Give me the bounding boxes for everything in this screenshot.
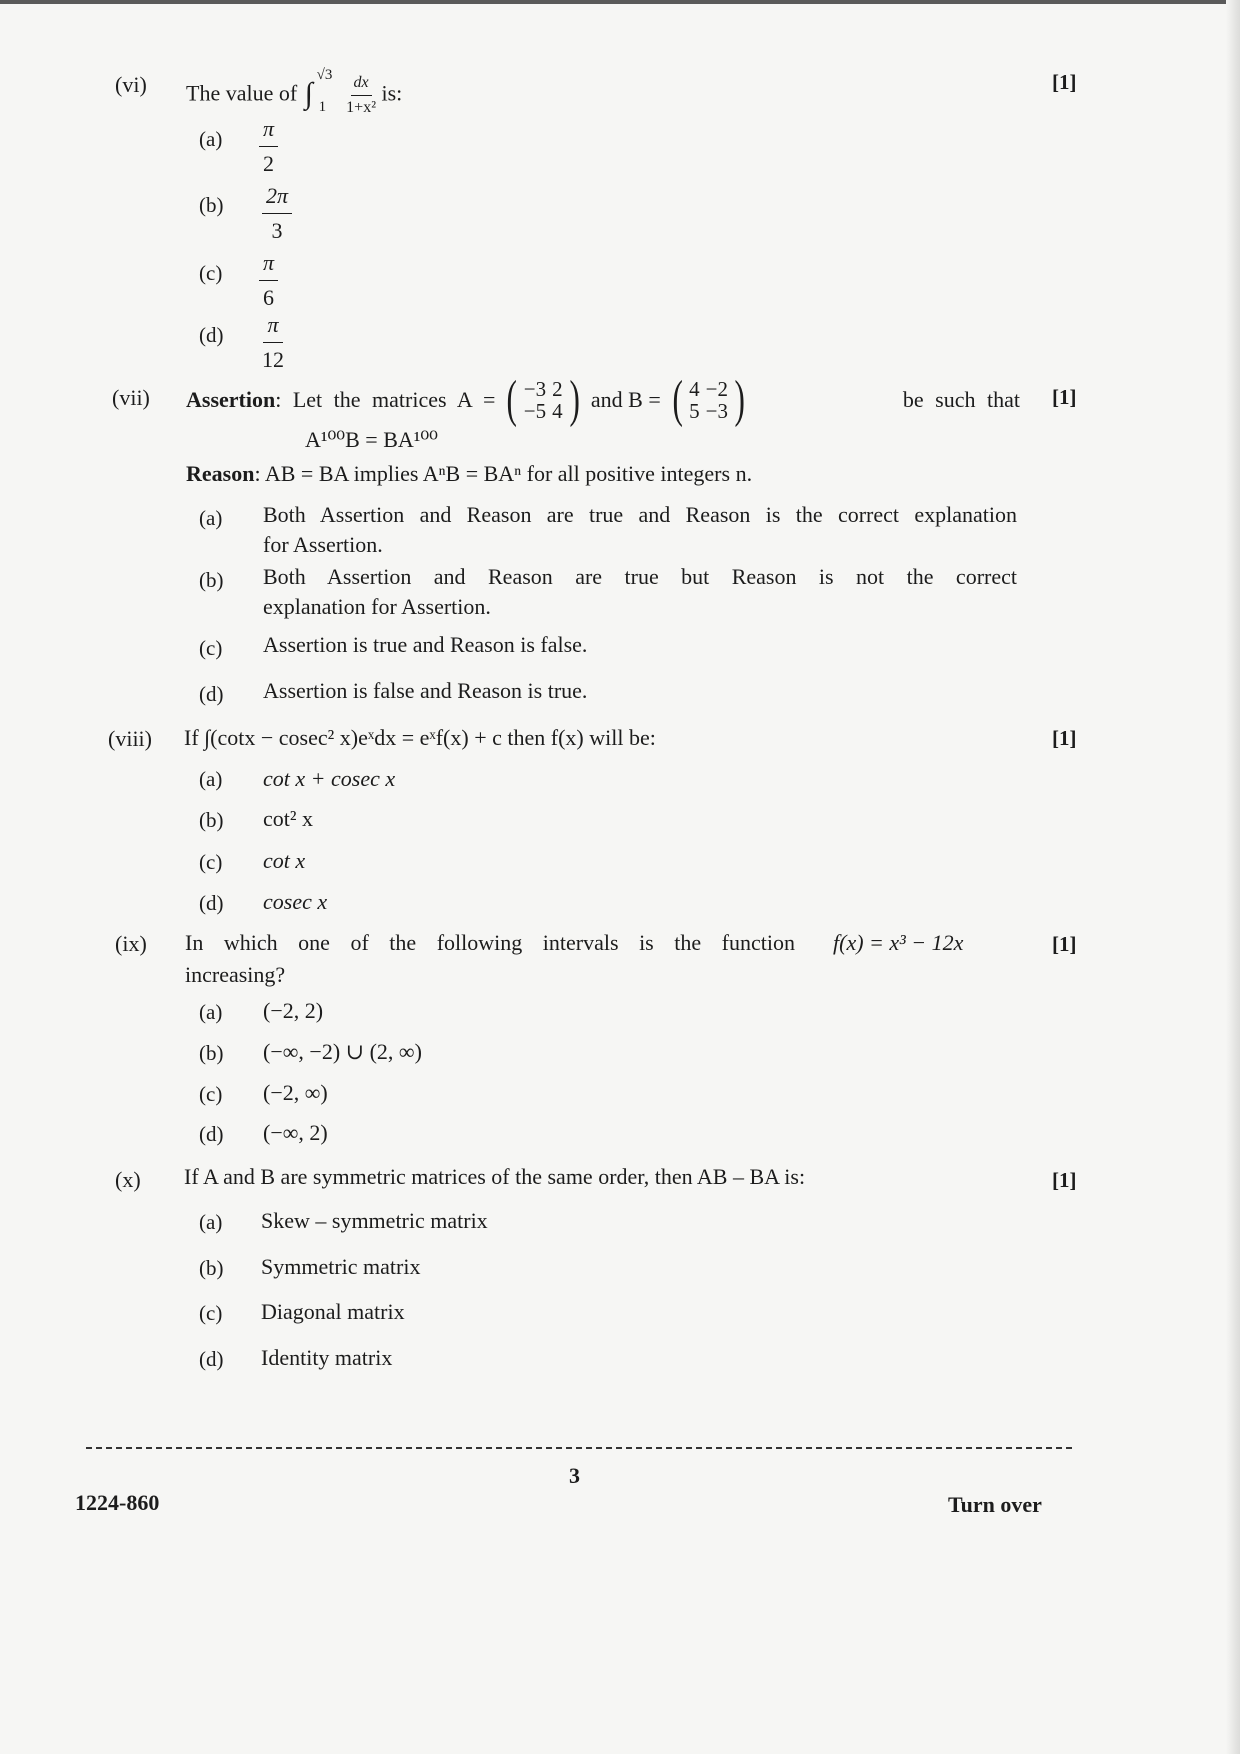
assertion-suffix: be such that [902, 387, 1020, 412]
reason-label: Reason [186, 461, 255, 486]
question-stem-continued: increasing? [185, 962, 286, 987]
page-edge-shadow [1226, 0, 1240, 1754]
function-expression: f(x) = x³ − 12x [833, 930, 964, 955]
question-number: (ix) [115, 931, 147, 956]
marks: [1] [1052, 726, 1077, 750]
marks: [1] [1052, 70, 1077, 94]
question-number: (vii) [112, 385, 150, 410]
question-stem: If A and B are symmetric matrices of the same order, then AB – BA is: [184, 1164, 806, 1189]
option-text: Both Assertion and Reason are true but Reason is not the correct [263, 564, 1017, 589]
fraction-denominator: 3 [271, 218, 283, 243]
question-stem [186, 66, 403, 117]
option-text: (−∞, 2) [263, 1120, 328, 1145]
option-text: cot x [263, 848, 306, 873]
integrand-denominator: 1+x² [346, 99, 376, 116]
option-label: (b) [199, 568, 224, 592]
option-text: (−∞, −2) ∪ (2, ∞) [263, 1039, 422, 1064]
option-text: Skew – symmetric matrix [261, 1208, 488, 1233]
option-text: Identity matrix [261, 1345, 393, 1370]
option-text: (−2, 2) [263, 998, 324, 1023]
matrix-cell: −2 [705, 377, 728, 401]
integral-sign: ∫ [304, 76, 313, 110]
left-paren: ( [506, 371, 518, 428]
and-b-text: and B = [590, 387, 661, 412]
fraction-numerator: 2π [262, 183, 292, 214]
lower-limit: 1 [318, 98, 327, 115]
option-fraction [259, 116, 278, 177]
option-label: (d) [199, 891, 224, 915]
option-text-continued: explanation for Assertion. [263, 594, 491, 619]
option-label: (b) [199, 1256, 224, 1280]
option-label: (d) [199, 1347, 224, 1371]
fraction-numerator: π [259, 250, 278, 281]
marks: [1] [1052, 385, 1077, 409]
option-label: (d) [199, 323, 224, 347]
matrix-cell: −3 [523, 377, 547, 401]
option-text: Assertion is false and Reason is true. [263, 678, 588, 703]
matrix-b-grid [686, 378, 731, 422]
top-border [0, 0, 1240, 4]
option-text: (−2, ∞) [263, 1080, 328, 1105]
question-stem: In which one of the following intervals is the function [185, 930, 795, 955]
left-paren: ( [672, 371, 683, 428]
integrand-numerator: dx [351, 74, 372, 96]
option-fraction [259, 250, 278, 311]
option-label: (a) [199, 1210, 223, 1234]
option-label: (c) [199, 850, 223, 874]
upper-limit: √3 [316, 66, 333, 83]
marks: [1] [1052, 932, 1077, 956]
option-text: cosec x [263, 889, 328, 914]
option-label: (c) [199, 1082, 223, 1106]
matrix-cell: −3 [705, 399, 728, 423]
matrix-cell: −5 [523, 399, 547, 423]
matrix-cell: 4 [689, 377, 700, 401]
option-label: (b) [199, 808, 224, 832]
option-text: Diagonal matrix [261, 1299, 405, 1324]
matrix-cell: 4 [552, 399, 563, 423]
paper-code: 1224-860 [75, 1490, 160, 1515]
stem-prefix: The value of [186, 80, 298, 106]
option-label: (b) [199, 1041, 224, 1065]
integrand [346, 74, 376, 117]
right-paren: ) [569, 371, 580, 428]
option-text: Symmetric matrix [261, 1254, 421, 1279]
option-label: (d) [199, 1122, 224, 1146]
option-label: (c) [199, 261, 223, 285]
option-fraction [262, 183, 292, 244]
option-label: (a) [199, 767, 223, 791]
fraction-numerator: π [259, 116, 278, 147]
option-label: (a) [199, 506, 223, 530]
matrix-cell: 5 [689, 399, 700, 423]
option-label: (d) [199, 682, 224, 706]
question-stem: If ∫(cotx − cosec² x)eˣdx = eˣf(x) + c then f(x) will be: [184, 725, 656, 750]
question-number: (viii) [108, 726, 152, 751]
fraction-denominator: 6 [263, 285, 275, 310]
turn-over-note: Turn over [948, 1492, 1042, 1517]
option-label: (c) [199, 1301, 223, 1325]
page-number: 3 [569, 1463, 580, 1488]
option-text-continued: for Assertion. [263, 532, 383, 557]
question-number: (vi) [115, 72, 147, 97]
matrix-cell: 2 [552, 377, 563, 401]
option-label: (b) [199, 193, 224, 217]
assertion-text: : Let the matrices A = [275, 387, 496, 412]
assertion-equation: A¹⁰⁰B = BA¹⁰⁰ [305, 427, 438, 452]
fraction-denominator: 12 [262, 347, 284, 372]
assertion-line [186, 371, 1020, 428]
option-fraction [262, 312, 284, 373]
question-number: (x) [115, 1167, 141, 1192]
definite-integral [303, 66, 341, 115]
fraction-numerator: π [263, 312, 282, 343]
marks: [1] [1052, 1168, 1077, 1192]
matrix-a-grid [521, 378, 566, 422]
option-text: cot x + cosec x [263, 766, 396, 791]
matrix-a [503, 371, 583, 428]
option-label: (a) [199, 1000, 223, 1024]
option-label: (c) [199, 636, 223, 660]
assertion-label: Assertion [186, 387, 276, 412]
matrix-b [669, 371, 749, 428]
option-text: cot² x [263, 806, 313, 831]
option-label: (a) [199, 127, 223, 151]
option-text: Both Assertion and Reason are true and Reason is the correct explanation [263, 502, 1017, 527]
reason-line [186, 461, 752, 487]
footer-divider [86, 1447, 1072, 1449]
option-text: Assertion is true and Reason is false. [263, 632, 588, 657]
fraction-denominator: 2 [263, 151, 275, 176]
stem-suffix: is: [381, 80, 403, 106]
right-paren: ) [734, 371, 745, 428]
reason-text: : AB = BA implies AⁿB = BAⁿ for all positive integers n. [254, 461, 753, 486]
